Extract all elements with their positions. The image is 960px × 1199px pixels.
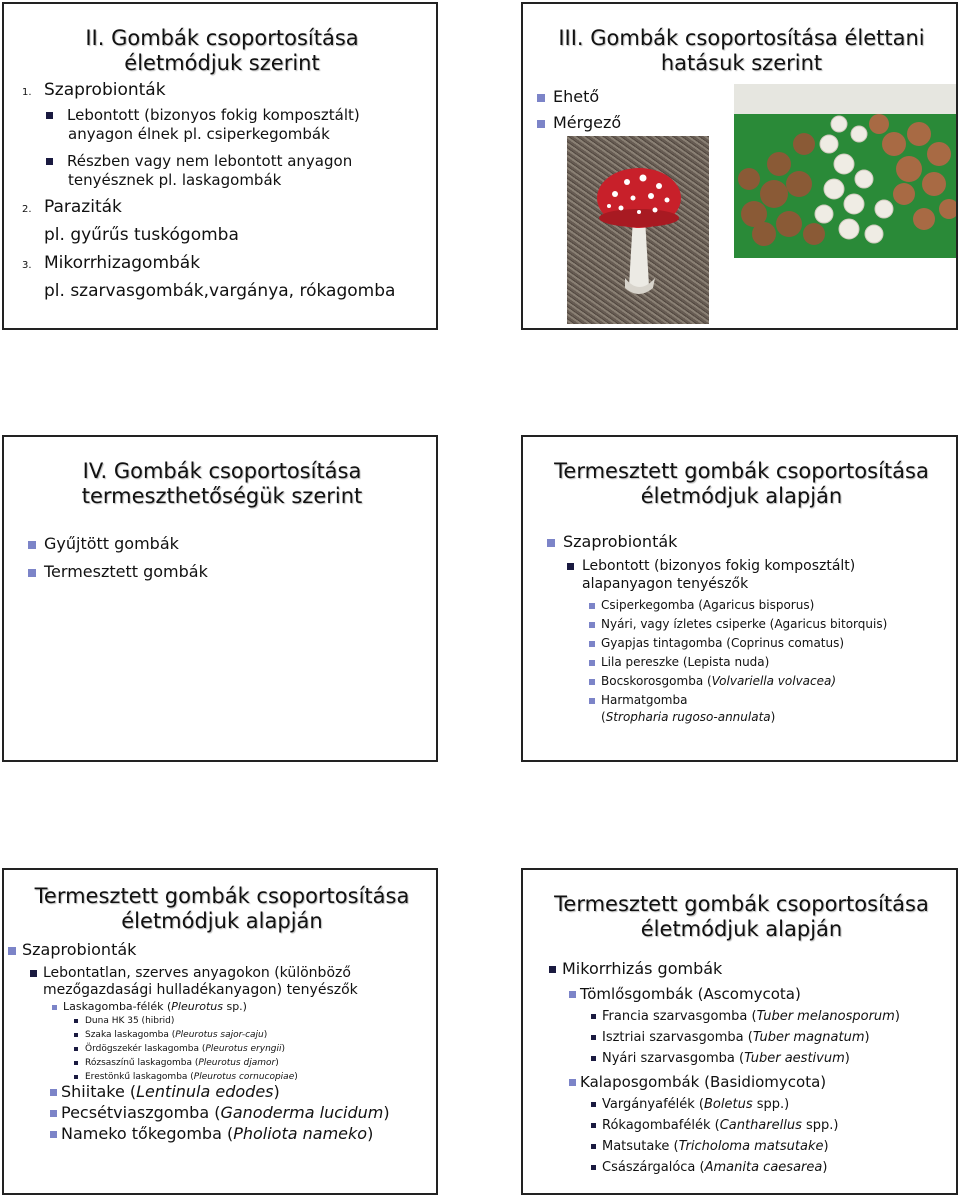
bullet-icon — [537, 94, 545, 102]
list-entry: Lila pereszke (Lepista nuda) — [589, 655, 769, 669]
list-item: Mikorrhizás gombák — [549, 959, 722, 978]
list-entry: Bocskorosgomba (Volvariella volvacea) — [589, 674, 836, 688]
title-line-2: életmódjuk alapján — [121, 908, 323, 933]
sub-item-cont: tenyésznek pl. laskagombák — [68, 171, 282, 189]
list-item: 3. Mikorrhizagombák — [22, 253, 201, 273]
list-entry: Nyári szarvasgomba (Tuber aestivum) — [591, 1051, 850, 1067]
bullet-icon — [74, 1075, 78, 1079]
slide-cultivated-saprobionts-2 — [2, 868, 438, 1195]
bullet-icon — [589, 622, 595, 628]
list-entry-large: Pecsétviaszgomba (Ganoderma lucidum) — [50, 1103, 390, 1122]
bullet-icon — [591, 1102, 596, 1107]
list-item: Mérgező — [537, 113, 621, 132]
list-entry: Császárgalóca (Amanita caesarea) — [591, 1160, 827, 1176]
sub-item-cont: anyagon élnek pl. csiperkegombák — [68, 125, 330, 143]
slide-title — [4, 26, 438, 76]
slide-cultivated-saprobionts-1 — [521, 435, 958, 762]
bullet-icon — [8, 947, 16, 955]
list-entry: Matsutake (Tricholoma matsutake) — [591, 1139, 829, 1155]
title-line-1: II. Gombák csoportosítása — [85, 26, 359, 50]
sub-item-cont: mezőgazdasági hulladékanyagon) tenyészők — [43, 982, 358, 998]
list-entry-cont: (Stropharia rugoso-annulata) — [601, 710, 776, 724]
list-entry: Nyári, vagy ízletes csiperke (Agaricus bitorquis) — [589, 617, 887, 631]
list-entry: Csiperkegomba (Agaricus bisporus) — [589, 598, 814, 612]
bullet-icon — [30, 970, 37, 977]
title-line-2: termeszthetőségük szerint — [81, 483, 363, 508]
slide-title — [523, 26, 958, 76]
title-line-1: III. Gombák csoportosítása élettani — [558, 26, 925, 50]
slide-title — [4, 884, 438, 934]
bullet-icon — [589, 679, 595, 685]
example-text: pl. gyűrűs tuskógomba — [44, 225, 239, 245]
list-subentry: Erestönkű laskagomba (Pleurotus cornucopiae) — [74, 1072, 298, 1083]
list-entry: Harmatgomba — [589, 693, 687, 707]
title-line-2: hatásuk szerint — [660, 50, 823, 75]
sub-item: Lebontott (bizonyos fokig komposztált) — [46, 106, 360, 124]
bullet-icon — [74, 1033, 78, 1037]
bullet-icon — [591, 1014, 596, 1019]
bullet-icon — [74, 1019, 78, 1023]
bullet-icon — [589, 660, 595, 666]
title-line-2: életmódjuk alapján — [640, 916, 843, 941]
example-text: pl. szarvasgombák,vargánya, rókagomba — [44, 281, 396, 301]
title-line-1: Termesztett gombák csoportosítása — [554, 892, 929, 916]
sub-item: Lebontatlan, szerves anyagokon (különböző — [30, 965, 351, 982]
bullet-icon — [591, 1035, 596, 1040]
title-line-2: életmódjuk szerint — [124, 50, 320, 75]
slide-title — [523, 892, 958, 942]
bullet-icon — [589, 603, 595, 609]
list-item: Termesztett gombák — [28, 562, 208, 581]
sub-item: Lebontott (bizonyos fokig komposztált) — [567, 558, 855, 575]
title-line-2: életmódjuk alapján — [640, 483, 843, 508]
bullet-icon — [591, 1056, 596, 1061]
bullet-icon — [591, 1123, 596, 1128]
title-line-1: Termesztett gombák csoportosítása — [554, 459, 929, 483]
list-item: Gyűjtött gombák — [28, 534, 179, 553]
fly-agaric-photo — [567, 136, 709, 324]
list-entry: Laskagomba-félék (Pleurotus sp.) — [52, 1000, 247, 1013]
list-entry-large: Shiitake (Lentinula edodes) — [50, 1082, 280, 1101]
list-item: Szaprobionták — [547, 532, 677, 551]
sub-item: Tömlősgombák (Ascomycota) — [569, 985, 801, 1003]
list-entry: Gyapjas tintagomba (Coprinus comatus) — [589, 636, 844, 650]
bullet-icon — [549, 966, 556, 973]
list-entry: Francia szarvasgomba (Tuber melanosporum) — [591, 1009, 900, 1025]
list-entry: Vargányafélék (Boletus spp.) — [591, 1097, 789, 1113]
bullet-icon — [589, 698, 595, 704]
list-item: Ehető — [537, 87, 599, 106]
bullet-icon — [567, 563, 574, 570]
list-item: 2. Paraziták — [22, 197, 122, 217]
list-item: Szaprobionták — [8, 940, 136, 959]
bullet-icon — [569, 1079, 576, 1086]
list-subentry: Duna HK 35 (hibrid) — [74, 1016, 174, 1027]
bullet-icon — [589, 641, 595, 647]
bullet-icon — [591, 1165, 596, 1170]
bullet-icon — [28, 541, 36, 549]
bullet-icon — [50, 1110, 57, 1117]
list-item: 1. Szaprobionták — [22, 80, 166, 100]
bullet-icon — [46, 158, 53, 165]
list-entry: Isztriai szarvasgomba (Tuber magnatum) — [591, 1030, 870, 1046]
bullet-icon — [569, 991, 576, 998]
bullet-icon — [74, 1061, 78, 1065]
mushroom-illustration — [567, 136, 709, 324]
slide-title — [4, 459, 438, 509]
bullet-icon — [28, 569, 36, 577]
bullet-icon — [52, 1005, 57, 1010]
slide-cultivated-mycorrhizal — [521, 868, 958, 1195]
title-line-1: IV. Gombák csoportosítása — [82, 459, 362, 483]
slide-title — [523, 459, 958, 509]
title-line-1: Termesztett gombák csoportosítása — [34, 884, 410, 908]
list-entry: Rókagombafélék (Cantharellus spp.) — [591, 1118, 838, 1134]
slide-iii-effect — [521, 2, 958, 330]
bullet-icon — [46, 112, 53, 119]
list-subentry: Szaka laskagomba (Pleurotus sajor-caju) — [74, 1030, 267, 1041]
slide-ii-lifestyle — [2, 2, 438, 330]
bullet-icon — [50, 1089, 57, 1096]
slide-iv-cultivation — [2, 435, 438, 762]
sub-item: Részben vagy nem lebontott anyagon — [46, 152, 352, 170]
sub-item: Kalaposgombák (Basidiomycota) — [569, 1073, 826, 1091]
list-entry-large: Nameko tőkegomba (Pholiota nameko) — [50, 1124, 373, 1143]
bullet-icon — [591, 1144, 596, 1149]
list-subentry: Rózsaszínű laskagomba (Pleurotus djamor) — [74, 1058, 279, 1069]
sub-item-cont: alapanyagon tenyészők — [582, 576, 749, 592]
bullet-icon — [50, 1131, 57, 1138]
list-subentry: Ördögszekér laskagomba (Pleurotus eryngii) — [74, 1044, 285, 1055]
bullet-icon — [74, 1047, 78, 1051]
bullet-icon — [547, 539, 555, 547]
mushroom-pile-photo — [734, 84, 958, 258]
bullet-icon — [537, 120, 545, 128]
mushroom-pile-illustration — [734, 84, 958, 258]
